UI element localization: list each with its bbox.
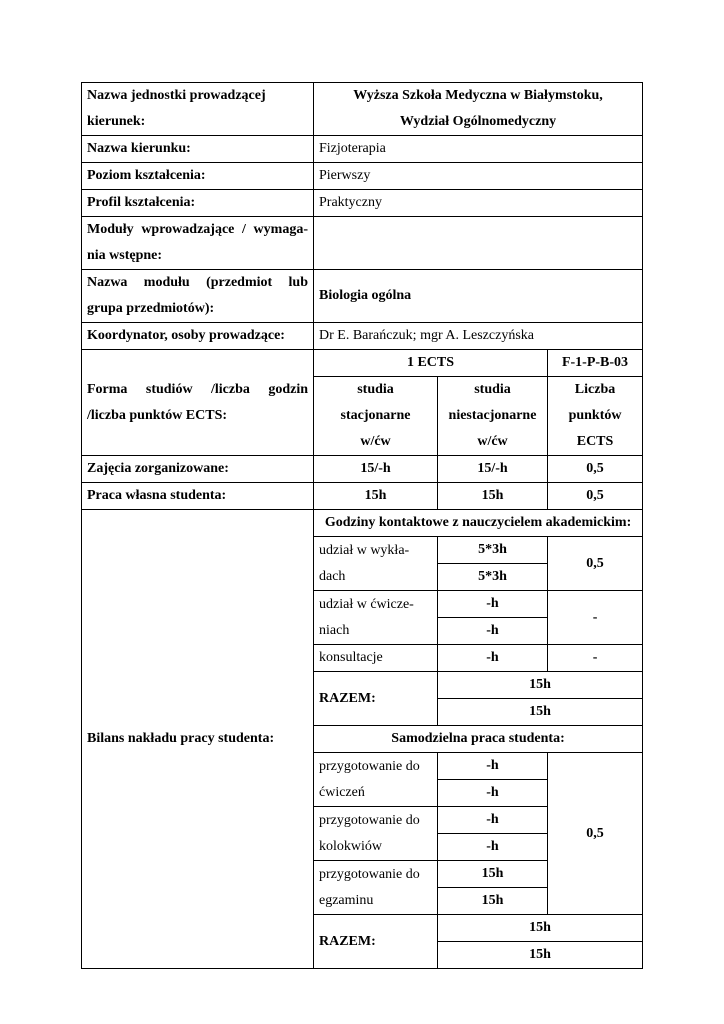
col-extramural-header: studia niestacjonarne w/ćw	[438, 377, 548, 456]
row-unit	[82, 83, 643, 136]
ects-total: 1 ECTS	[314, 350, 548, 377]
lectures-hours-stationary: 5*3h	[438, 537, 548, 564]
prereq-label: Moduły wprowadzające / wymaga- nia wstępne:	[82, 217, 314, 270]
coordinator-value: Dr E. Barańczuk; mgr A. Leszczyńska	[314, 323, 643, 350]
consultations-ects: -	[548, 645, 643, 672]
module-label: Nazwa modułu (przedmiot lub grupa przedmiotów):	[82, 270, 314, 323]
exercises-ects: -	[548, 591, 643, 645]
contact-total-extramural: 15h	[438, 699, 643, 726]
exercises-label: udział w ćwicze- niach	[314, 591, 438, 645]
contact-header: Godziny kontaktowe z nauczycielem akademickim:	[314, 510, 643, 537]
row-ects-header	[82, 350, 643, 377]
exercises-hours-extramural: -h	[438, 618, 548, 645]
self-ects: 0,5	[548, 753, 643, 915]
own-work-extramural: 15h	[438, 483, 548, 510]
prep-exam-label: przygotowanie do egzaminu	[314, 861, 438, 915]
col-ects-header: Liczba punktów ECTS	[548, 377, 643, 456]
profile-value: Praktyczny	[314, 190, 643, 217]
prep-exam-hours-stationary: 15h	[438, 861, 548, 888]
contact-total-stationary: 15h	[438, 672, 643, 699]
row-organized	[82, 456, 643, 483]
organized-stationary: 15/-h	[314, 456, 438, 483]
unit-label: Nazwa jednostki prowadzącej kierunek:	[82, 83, 314, 136]
organized-extramural: 15/-h	[438, 456, 548, 483]
row-coordinator	[82, 323, 643, 350]
row-prereq	[82, 217, 643, 270]
prep-exercises-hours-stationary: -h	[438, 753, 548, 780]
lectures-label: udział w wykła- dach	[314, 537, 438, 591]
coordinator-label: Koordynator, osoby prowadzące:	[82, 323, 314, 350]
self-total-label: RAZEM:	[314, 915, 438, 969]
row-profile	[82, 190, 643, 217]
row-own-work	[82, 483, 643, 510]
prereq-value	[314, 217, 643, 270]
organized-ects: 0,5	[548, 456, 643, 483]
own-work-label: Praca własna studenta:	[82, 483, 314, 510]
balance-label: Bilans nakładu pracy studenta:	[82, 510, 314, 969]
module-card-table	[81, 82, 643, 969]
prep-exercises-label: przygotowanie do ćwiczeń	[314, 753, 438, 807]
field-label: Nazwa kierunku:	[82, 136, 314, 163]
unit-value: Wyższa Szkoła Medyczna w Białymstoku, Wydział Ogólnomedyczny	[314, 83, 643, 136]
consultations-hours: -h	[438, 645, 548, 672]
form-label: Forma studiów /liczba godzin /liczba punktów ECTS:	[82, 350, 314, 456]
own-work-stationary: 15h	[314, 483, 438, 510]
consultations-label: konsultacje	[314, 645, 438, 672]
prep-exercises-hours-extramural: -h	[438, 780, 548, 807]
self-total-stationary: 15h	[438, 915, 643, 942]
exercises-hours-stationary: -h	[438, 591, 548, 618]
prep-tests-label: przygotowanie do kolokwiów	[314, 807, 438, 861]
prep-tests-hours-stationary: -h	[438, 807, 548, 834]
profile-label: Profil kształcenia:	[82, 190, 314, 217]
contact-total-label: RAZEM:	[314, 672, 438, 726]
field-value: Fizjoterapia	[314, 136, 643, 163]
lectures-hours-extramural: 5*3h	[438, 564, 548, 591]
level-value: Pierwszy	[314, 163, 643, 190]
self-header: Samodzielna praca studenta:	[314, 726, 643, 753]
module-code: F-1-P-B-03	[548, 350, 643, 377]
level-label: Poziom kształcenia:	[82, 163, 314, 190]
row-contact-header	[82, 510, 643, 537]
col-stationary-header: studia stacjonarne w/ćw	[314, 377, 438, 456]
prep-tests-hours-extramural: -h	[438, 834, 548, 861]
lectures-ects: 0,5	[548, 537, 643, 591]
row-level	[82, 163, 643, 190]
prep-exam-hours-extramural: 15h	[438, 888, 548, 915]
row-field	[82, 136, 643, 163]
organized-label: Zajęcia zorganizowane:	[82, 456, 314, 483]
own-work-ects: 0,5	[548, 483, 643, 510]
self-total-extramural: 15h	[438, 942, 643, 969]
row-module	[82, 270, 643, 323]
module-value: Biologia ogólna	[314, 270, 643, 323]
